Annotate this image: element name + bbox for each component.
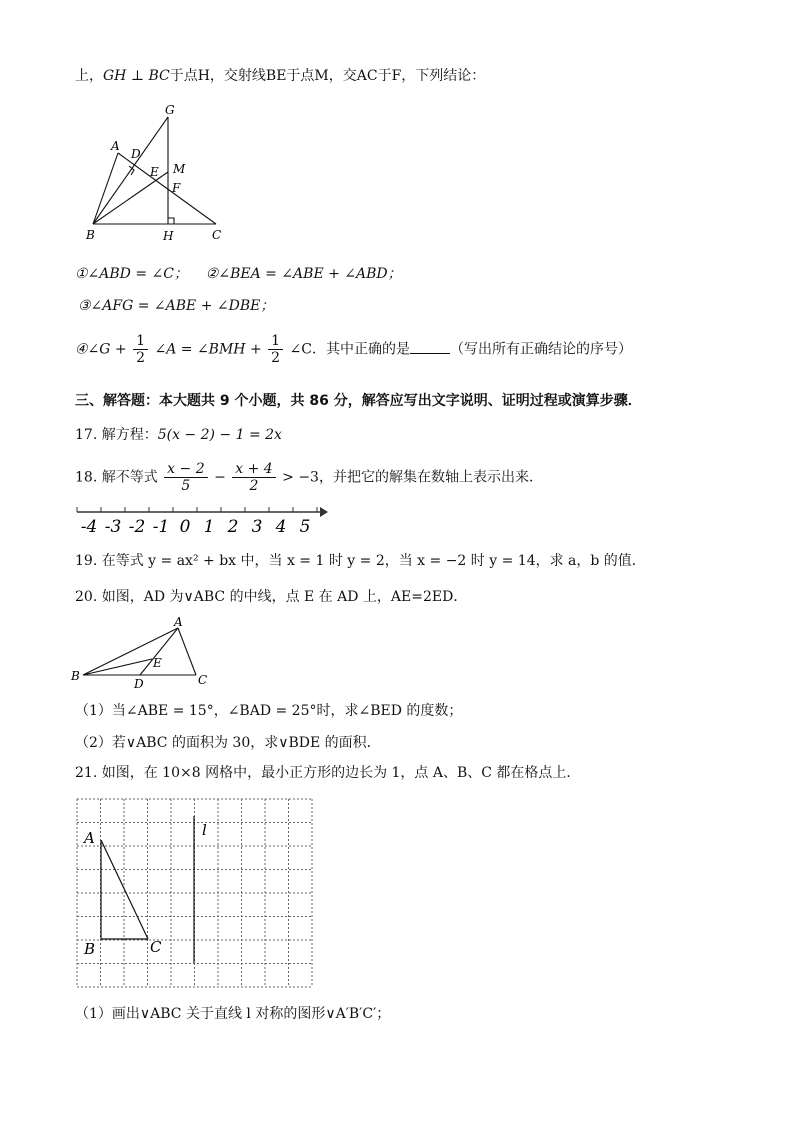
- q18-frac1-den: 5: [181, 478, 191, 494]
- conclusion-4-suffix: （写出所有正确结论的序号）: [449, 341, 632, 358]
- section3-heading: 三、解答题：本大题共 9 个小题，共 86 分，解答应写出文字说明、证明过程或演算步骤．: [75, 393, 642, 409]
- fig16-label-G: G: [165, 103, 175, 117]
- gh-perp-bc: GH ⊥ BC: [103, 68, 170, 84]
- fig16-label-F: F: [172, 181, 181, 195]
- q18-minus: −: [214, 469, 226, 486]
- number-line-label: -4: [80, 517, 98, 537]
- answer-blank[interactable]: [410, 339, 450, 354]
- number-line-label: 3: [251, 517, 263, 537]
- fig16-label-D: D: [131, 147, 141, 161]
- intro-line: [75, 66, 485, 86]
- fig16-label-A: A: [111, 139, 120, 153]
- conclusion-4-prefix: ④∠G +: [75, 341, 127, 358]
- q16-figure: [70, 100, 260, 250]
- q18: [75, 461, 543, 494]
- conclusion-3: [78, 296, 274, 316]
- q20-sub2: （2）若∨ABC 的面积为 30，求∨BDE 的面积．: [75, 735, 381, 751]
- q18-frac2-num: x + 4: [232, 461, 275, 478]
- fig16-label-C: C: [212, 228, 222, 242]
- q17-text: 17. 解方程：: [75, 427, 158, 443]
- fig20-label-E: E: [153, 656, 162, 670]
- fig20-label-C: C: [198, 673, 208, 687]
- conclusion-3-text: ③∠AFG = ∠ABE + ∠DBE；: [78, 298, 275, 314]
- intro-prefix: 上，: [75, 68, 103, 84]
- number-line-label: -3: [104, 517, 122, 537]
- half-num-2: 1: [268, 333, 283, 350]
- q18-frac2: [232, 461, 275, 494]
- fig20-label-D: D: [134, 677, 144, 691]
- conclusion-1-2: [75, 264, 402, 284]
- q20: 20. 如图，AD 为∨ABC 的中线，点 E 在 AD 上，AE=2ED．: [75, 589, 468, 605]
- number-line-label: 0: [179, 517, 191, 537]
- half-fraction-1: [133, 333, 148, 366]
- conclusion-2: ②∠BEA = ∠ABE + ∠ABD；: [205, 266, 402, 282]
- q17-equation: 5(x − 2) − 1 = 2x: [157, 427, 282, 443]
- fig21-label-A: A: [84, 829, 95, 847]
- fig16-label-M: M: [173, 162, 186, 176]
- number-line-label: 5: [299, 517, 311, 537]
- number-line: [72, 500, 332, 542]
- half-fraction-2: [268, 333, 283, 366]
- intro-rest: 于点H，交射线BE于点M，交AC于F，下列结论：: [169, 68, 486, 84]
- number-line-label: 2: [227, 517, 239, 537]
- q21: 21. 如图，在 10×8 网格中，最小正方形的边长为 1，点 A、B、C 都在格点上．: [75, 765, 581, 781]
- q18-frac1: [164, 461, 207, 494]
- fig21-label-l: l: [202, 821, 207, 839]
- q18-rhs: > −3: [282, 469, 319, 486]
- half-den-1: 2: [136, 350, 146, 366]
- fig20-label-A: A: [174, 615, 183, 629]
- q17: [75, 425, 282, 445]
- conclusion-4-mid2: ∠C．其中正确的是: [289, 341, 410, 358]
- half-num-1: 1: [133, 333, 148, 350]
- q18-prefix: 18. 解不等式: [75, 469, 158, 486]
- fig21-label-B: B: [84, 940, 96, 958]
- q21-sub1: （1）画出∨ABC 关于直线 l 对称的图形∨A′B′C′；: [75, 1006, 391, 1022]
- q18-frac2-den: 2: [249, 478, 259, 494]
- conclusion-4: [75, 333, 632, 366]
- number-line-label: 4: [275, 517, 287, 537]
- fig16-label-B: B: [86, 228, 95, 242]
- q19: 19. 在等式 y = ax² + bx 中，当 x = 1 时 y = 2，当 x = −2 时 y = 14，求 a，b 的值．: [75, 553, 646, 569]
- fig20-label-B: B: [71, 669, 80, 683]
- q20-figure: [68, 614, 228, 694]
- number-line-label: -1: [152, 517, 170, 537]
- fig21-label-C: C: [150, 938, 162, 956]
- fig16-label-E: E: [150, 165, 159, 179]
- q21-grid-figure: [72, 795, 322, 995]
- number-line-label: -2: [128, 517, 146, 537]
- q20-sub1: （1）当∠ABE = 15°，∠BAD = 25°时，求∠BED 的度数；: [75, 703, 463, 719]
- conclusion-4-mid1: ∠A = ∠BMH +: [154, 341, 262, 358]
- number-line-label: 1: [203, 517, 215, 537]
- q18-suffix: ，并把它的解集在数轴上表示出来．: [318, 469, 543, 486]
- fig16-label-H: H: [163, 229, 174, 243]
- conclusion-1: ①∠ABD = ∠C；: [75, 266, 188, 282]
- q18-frac1-num: x − 2: [164, 461, 207, 478]
- half-den-2: 2: [271, 350, 281, 366]
